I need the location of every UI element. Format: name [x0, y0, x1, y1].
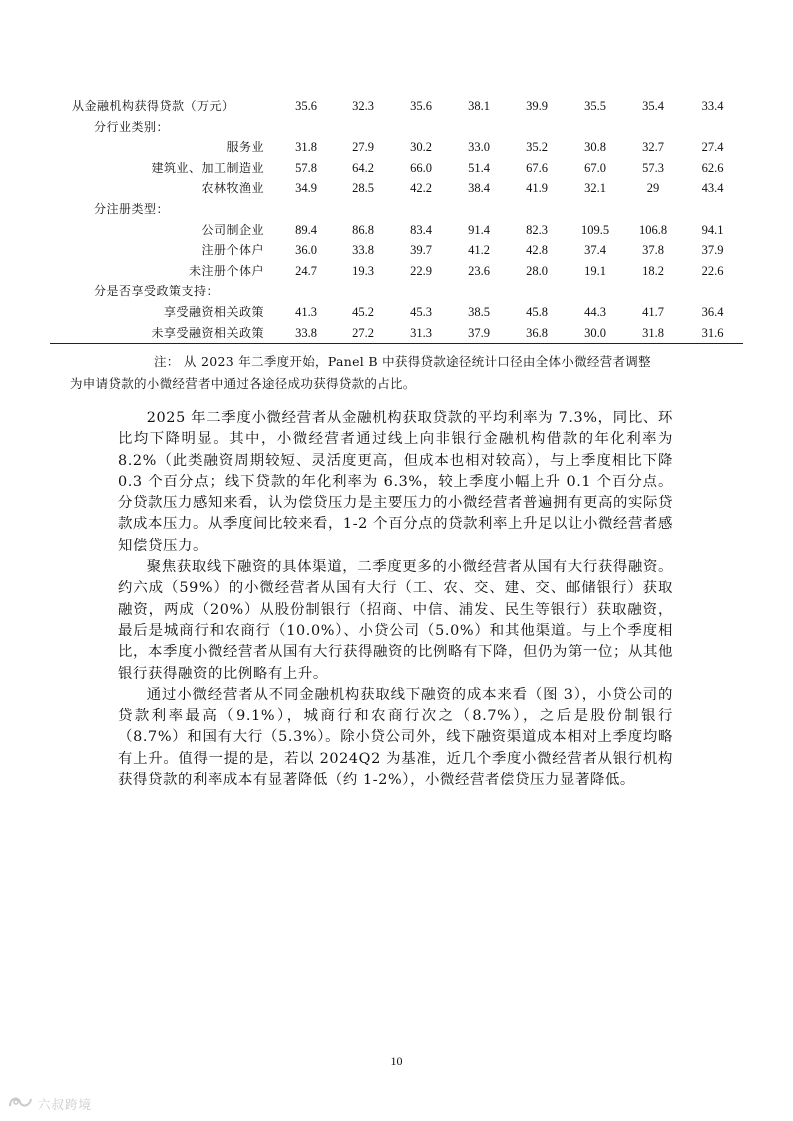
table-group-header-row: [50, 117, 743, 138]
table-cell: 19.3: [352, 263, 374, 278]
table-cell: 28.5: [352, 181, 374, 196]
table-row: [50, 220, 743, 241]
table-row: [50, 96, 743, 117]
table-cell: 31.8: [642, 325, 664, 340]
row-label: 未享受融资相关政策: [151, 325, 264, 340]
table-cell: 28.0: [526, 263, 548, 278]
table-cell: 57.3: [642, 160, 664, 175]
table-cell: 91.4: [468, 222, 490, 237]
table-cell: 94.1: [701, 222, 724, 237]
table-cell: 32.7: [642, 140, 664, 155]
table-cell: 66.0: [410, 160, 432, 175]
table-row: [50, 302, 743, 323]
page-number: 10: [390, 1054, 403, 1068]
table-cell: 36.4: [701, 304, 724, 319]
row-label: 服务业: [226, 140, 264, 155]
table-cell: 37.4: [584, 243, 606, 258]
table-cell: 32.3: [352, 99, 374, 113]
group-header: 分行业类别：: [94, 119, 170, 134]
table-row: [50, 178, 743, 199]
loan-table: [50, 96, 743, 344]
table-cell: 44.3: [584, 304, 606, 319]
table-cell: 33.4: [701, 99, 724, 113]
table-cell: 89.4: [295, 222, 317, 237]
table-cell: 32.1: [584, 181, 606, 196]
table-cell: 109.5: [580, 222, 610, 237]
table-cell: 67.0: [584, 160, 606, 175]
paragraph-3: 通过小微经营者从不同金融机构获取线下融资的成本来看（图 3），小贷公司的贷款利率最高（9.1%），城商行和农商行次之（8.7%），之后是股份制银行（8.7%）和国有大行（5.3%）。除小贷公司外，线下融资渠道成本相对上季度均略有上升。值得一提的是，若以 2024Q2 为基准，近几个季度小微经营者从银行机构获得贷款的利率成本有显著降低（约 1-2%），小微经营者偿贷压力显著降低。: [118, 686, 673, 789]
table-note: [70, 351, 698, 395]
table-cell: 41.7: [642, 304, 664, 319]
table-cell: 35.2: [526, 140, 548, 155]
note-line-1: 注： 从 2023 年二季度开始，Panel B 中获得贷款途径统计口径由全体小微经营者调整: [154, 354, 651, 369]
table-cell: 42.2: [410, 181, 432, 196]
note-line-2: 为申请贷款的小微经营者中通过各途径成功获得贷款的占比。: [70, 376, 416, 391]
table-cell: 30.0: [584, 325, 606, 340]
table-cell: 41.3: [295, 304, 317, 319]
table-cell: 62.6: [701, 160, 724, 175]
table-cell: 19.1: [584, 263, 606, 278]
table-cell: 38.4: [468, 181, 490, 196]
table-cell: 43.4: [701, 181, 724, 196]
table-cell: 29: [646, 181, 660, 196]
row-label: 未注册个体户: [188, 263, 264, 278]
table-cell: 30.8: [584, 140, 606, 155]
table-cell: 41.2: [468, 243, 490, 258]
table-cell: 31.8: [295, 140, 317, 155]
table-cell: 37.9: [701, 243, 724, 258]
table-cell: 33.8: [352, 243, 374, 258]
table-cell: 38.1: [468, 99, 490, 113]
table-cell: 33.8: [295, 325, 317, 340]
table-cell: 37.9: [468, 325, 490, 340]
table-cell: 86.8: [352, 222, 374, 237]
paragraph-2: 聚焦获取线下融资的具体渠道，二季度更多的小微经营者从国有大行获得融资。约六成（59%）的小微经营者从国有大行（工、农、交、建、交、邮储银行）获取融资，两成（20%）从股份制银行（招商、中信、浦发、民生等银行）获取融资，最后是城商行和农商行（10.0%）、小贷公司（5.0%）和其他渠道。与上个季度相比，本季度小微经营者从国有大行获得融资的比例略有下降，但仍为第一位；从其他银行获得融资的比例略有上升。: [118, 559, 673, 682]
table-row: [50, 137, 743, 158]
row-label: 农林牧渔业: [201, 181, 264, 196]
table-cell: 83.4: [410, 222, 432, 237]
table-cell: 35.4: [642, 99, 664, 113]
table-cell: 18.2: [642, 263, 664, 278]
table-cell: 67.6: [526, 160, 548, 175]
row-label: 享受融资相关政策: [163, 304, 264, 319]
table-cell: 35.6: [410, 99, 432, 113]
paragraph-1: 2025 年二季度小微经营者从金融机构获取贷款的平均利率为 7.3%，同比、环比均下降明显。其中，小微经营者通过线上向非银行金融机构借款的年化利率为 8.2%（此类融资周期较短、灵活度更高，但成本也相对较高），与上季度相比下降 0.3 个百分点；线下贷款的年化利率为 6.3%，较上季度小幅上升 0.1 个百分点。分贷款压力感知来看，认为偿贷压力是主要压力的小微经营者普遍拥有更高的实际贷款成本压力。从季度间比较来看，1-2 个百分点的贷款利率上升足以让小微经营者感知偿贷压力。: [118, 410, 673, 554]
table-cell: 31.3: [410, 325, 432, 340]
data-table-region: [50, 96, 743, 344]
table-cell: 51.4: [468, 160, 490, 175]
table-cell: 24.7: [295, 263, 317, 278]
table-cell: 45.2: [352, 304, 374, 319]
table-cell: 35.6: [295, 99, 317, 113]
table-cell: 45.8: [526, 304, 548, 319]
table-cell: 57.8: [295, 160, 317, 175]
table-row: [50, 323, 743, 344]
table-cell: 38.5: [468, 304, 490, 319]
table-cell: 30.2: [410, 140, 432, 155]
watermark: [8, 1094, 92, 1113]
group-header: 分注册类型：: [94, 201, 170, 216]
table-cell: 82.3: [526, 222, 548, 237]
body-text: [118, 408, 673, 791]
table-cell: 64.2: [352, 160, 374, 175]
table-cell: 34.9: [295, 181, 317, 196]
row-label: 建筑业、加工制造业: [151, 160, 264, 175]
table-cell: 37.8: [642, 243, 664, 258]
table-cell: 27.9: [352, 140, 374, 155]
row-label: 从金融机构获得贷款（万元）: [72, 99, 235, 113]
table-cell: 23.6: [468, 263, 490, 278]
table-cell: 33.0: [468, 140, 490, 155]
table-cell: 22.9: [410, 263, 432, 278]
table-group-header-row: [50, 281, 743, 302]
table-cell: 42.8: [526, 243, 548, 258]
table-group-header-row: [50, 199, 743, 220]
table-cell: 106.8: [638, 222, 668, 237]
row-label: 注册个体户: [201, 243, 264, 258]
table-cell: 27.4: [701, 140, 724, 155]
table-cell: 39.9: [526, 99, 548, 113]
row-label: 公司制企业: [201, 222, 264, 237]
brand-logo-icon: [8, 1094, 34, 1113]
table-row: [50, 240, 743, 261]
table-cell: 27.2: [352, 325, 374, 340]
table-row: [50, 261, 743, 282]
group-header: 分是否享受政策支持：: [94, 284, 220, 299]
table-cell: 22.6: [701, 263, 724, 278]
table-cell: 36.0: [295, 243, 317, 258]
table-cell: 39.7: [410, 243, 432, 258]
table-cell: 45.3: [410, 304, 432, 319]
table-row: [50, 158, 743, 179]
watermark-text: 六叔跨境: [38, 1096, 93, 1112]
table-body: [50, 96, 743, 344]
table-cell: 36.8: [526, 325, 548, 340]
table-cell: 41.9: [526, 181, 548, 196]
table-cell: 31.6: [701, 325, 724, 340]
table-cell: 35.5: [584, 99, 606, 113]
